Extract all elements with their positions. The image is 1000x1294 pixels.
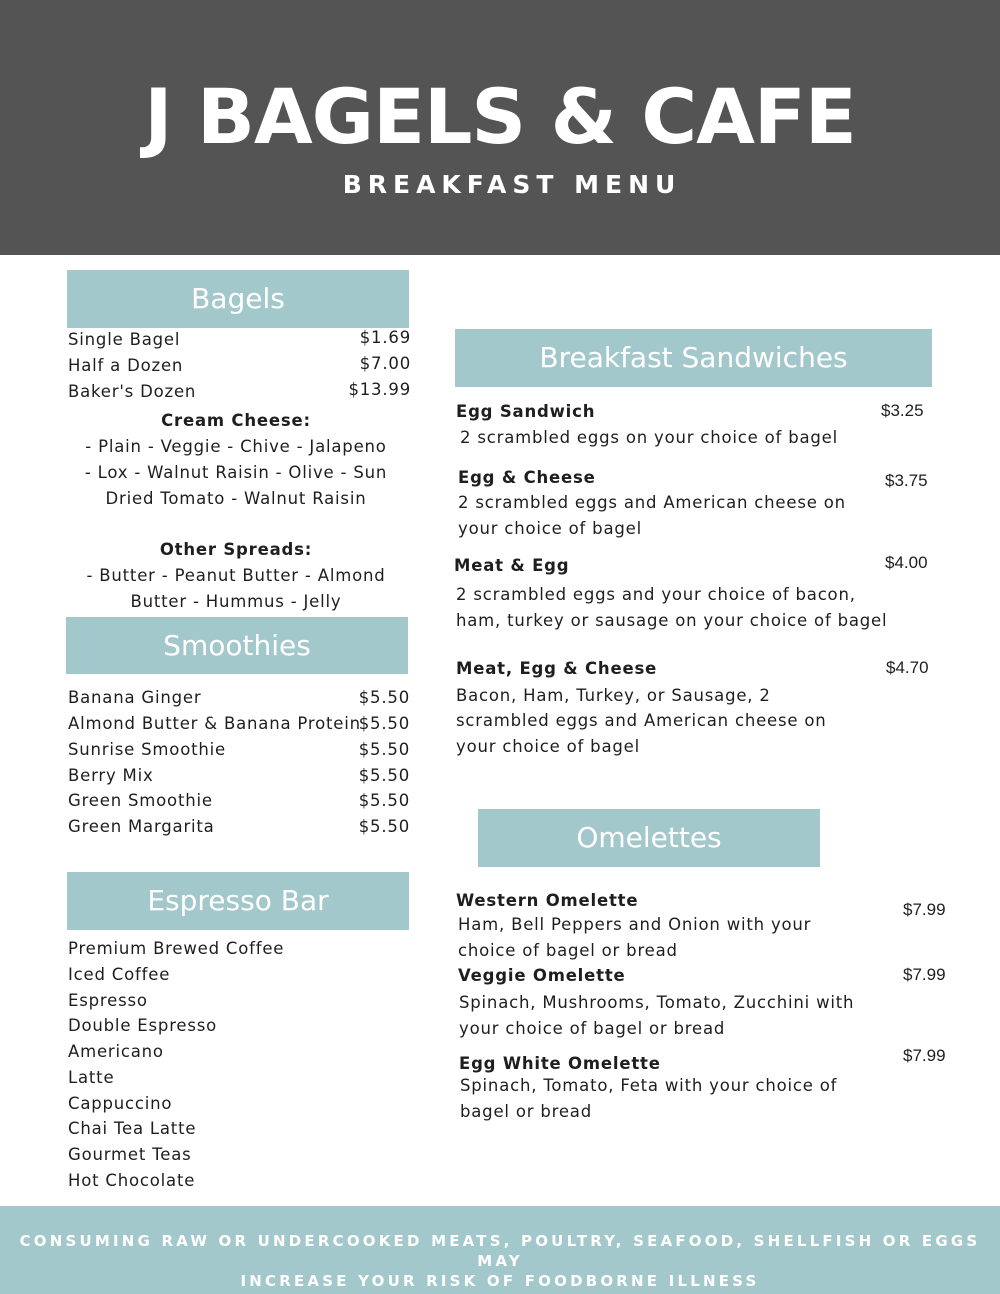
sandwich-item-name: Egg & Cheese <box>458 468 596 487</box>
footer-disclaimer-line: CONSUMING RAW OR UNDERCOOKED MEATS, POULTRY, SEAFOOD, SHELLFISH OR EGGS MAY <box>19 1232 981 1270</box>
other-spreads-label: Other Spreads: <box>159 540 313 559</box>
smoothie-item-name: Sunrise Smoothie <box>68 740 226 759</box>
espresso-item: Espresso <box>68 991 148 1010</box>
sandwich-item-name: Meat & Egg <box>454 556 570 575</box>
smoothie-item-name: Banana Ginger <box>68 688 202 707</box>
bagel-item-price: $1.69 <box>359 328 411 347</box>
cream-cheese-options: - Plain - Veggie - Chive - Jalapeno <box>85 437 387 456</box>
espresso-item: Gourmet Teas <box>68 1145 192 1164</box>
omelettes-heading: Omelettes <box>478 809 820 867</box>
smoothies-heading: Smoothies <box>66 617 408 674</box>
omelette-item-price: $7.99 <box>903 965 946 984</box>
sandwich-item-desc: your choice of bagel <box>458 519 642 538</box>
bagel-item-price: $13.99 <box>348 380 411 399</box>
espresso-item: Americano <box>68 1042 164 1061</box>
sandwich-item-desc: scrambled eggs and American cheese on <box>456 711 827 730</box>
page-title: J BAGELS & CAFE <box>144 72 856 161</box>
bagel-item-name: Half a Dozen <box>68 356 184 375</box>
espresso-item: Latte <box>68 1068 115 1087</box>
page-subtitle: BREAKFAST MENU <box>342 170 682 199</box>
bagels-heading: Bagels <box>67 270 409 328</box>
smoothie-item-price: $5.50 <box>358 714 410 733</box>
espresso-item: Premium Brewed Coffee <box>68 939 285 958</box>
omelette-item-name: Western Omelette <box>456 891 639 910</box>
smoothie-item-price: $5.50 <box>358 740 410 759</box>
omelette-item-desc: bagel or bread <box>460 1102 592 1121</box>
sandwich-item-price: $4.00 <box>885 553 928 572</box>
footer-disclaimer <box>0 1231 1000 1291</box>
smoothie-item-name: Green Smoothie <box>68 791 213 810</box>
smoothie-item-price: $5.50 <box>358 791 410 810</box>
cream-cheese-options: Dried Tomato - Walnut Raisin <box>105 489 367 508</box>
bagel-item-name: Baker's Dozen <box>68 382 197 401</box>
sandwich-item-desc: ham, turkey or sausage on your choice of bagel <box>456 611 888 630</box>
bagel-item-name: Single Bagel <box>68 330 181 349</box>
sandwich-item-name: Egg Sandwich <box>456 402 596 421</box>
header-banner <box>0 0 1000 255</box>
espresso-item: Double Espresso <box>68 1016 218 1035</box>
omelette-item-name: Egg White Omelette <box>459 1054 661 1073</box>
espresso-item: Chai Tea Latte <box>68 1119 197 1138</box>
sandwich-item-name: Meat, Egg & Cheese <box>456 659 658 678</box>
omelette-item-desc: Ham, Bell Peppers and Onion with your <box>458 915 812 934</box>
sandwich-item-desc: 2 scrambled eggs and your choice of bacon, <box>456 585 856 604</box>
sandwiches-heading: Breakfast Sandwiches <box>455 329 932 387</box>
cream-cheese-label: Cream Cheese: <box>161 411 311 430</box>
bagel-item-price: $7.00 <box>359 354 411 373</box>
footer-banner <box>0 1206 1000 1294</box>
omelette-item-desc: your choice of bagel or bread <box>459 1019 726 1038</box>
footer-disclaimer-line: INCREASE YOUR RISK OF FOODBORNE ILLNESS <box>240 1272 760 1290</box>
omelette-item-desc: Spinach, Tomato, Feta with your choice of <box>460 1076 838 1095</box>
other-spreads-options: - Butter - Peanut Butter - Almond <box>86 566 386 585</box>
smoothie-item-price: $5.50 <box>358 688 410 707</box>
omelette-item-price: $7.99 <box>903 1046 946 1065</box>
omelette-item-name: Veggie Omelette <box>458 966 626 985</box>
espresso-heading: Espresso Bar <box>67 872 409 930</box>
sandwich-item-price: $3.75 <box>885 471 928 490</box>
sandwich-item-desc: 2 scrambled eggs and American cheese on <box>458 493 846 512</box>
sandwich-item-price: $3.25 <box>881 401 924 420</box>
sandwich-item-price: $4.70 <box>886 658 929 677</box>
smoothie-item-price: $5.50 <box>358 766 410 785</box>
espresso-item: Cappuccino <box>68 1094 173 1113</box>
espresso-item: Iced Coffee <box>68 965 171 984</box>
smoothie-item-name: Berry Mix <box>68 766 154 785</box>
omelette-item-price: $7.99 <box>903 900 946 919</box>
sandwich-item-desc: your choice of bagel <box>456 737 640 756</box>
sandwich-item-desc: Bacon, Ham, Turkey, or Sausage, 2 <box>456 686 771 705</box>
espresso-item: Hot Chocolate <box>68 1171 196 1190</box>
omelette-item-desc: Spinach, Mushrooms, Tomato, Zucchini with <box>459 993 855 1012</box>
smoothie-item-name: Green Margarita <box>68 817 215 836</box>
smoothie-item-name: Almond Butter & Banana Protein <box>68 714 361 733</box>
cream-cheese-options: - Lox - Walnut Raisin - Olive - Sun <box>84 463 388 482</box>
omelette-item-desc: choice of bagel or bread <box>458 941 678 960</box>
sandwich-item-desc: 2 scrambled eggs on your choice of bagel <box>460 428 839 447</box>
other-spreads-options: Butter - Hummus - Jelly <box>130 592 342 611</box>
smoothie-item-price: $5.50 <box>358 817 410 836</box>
